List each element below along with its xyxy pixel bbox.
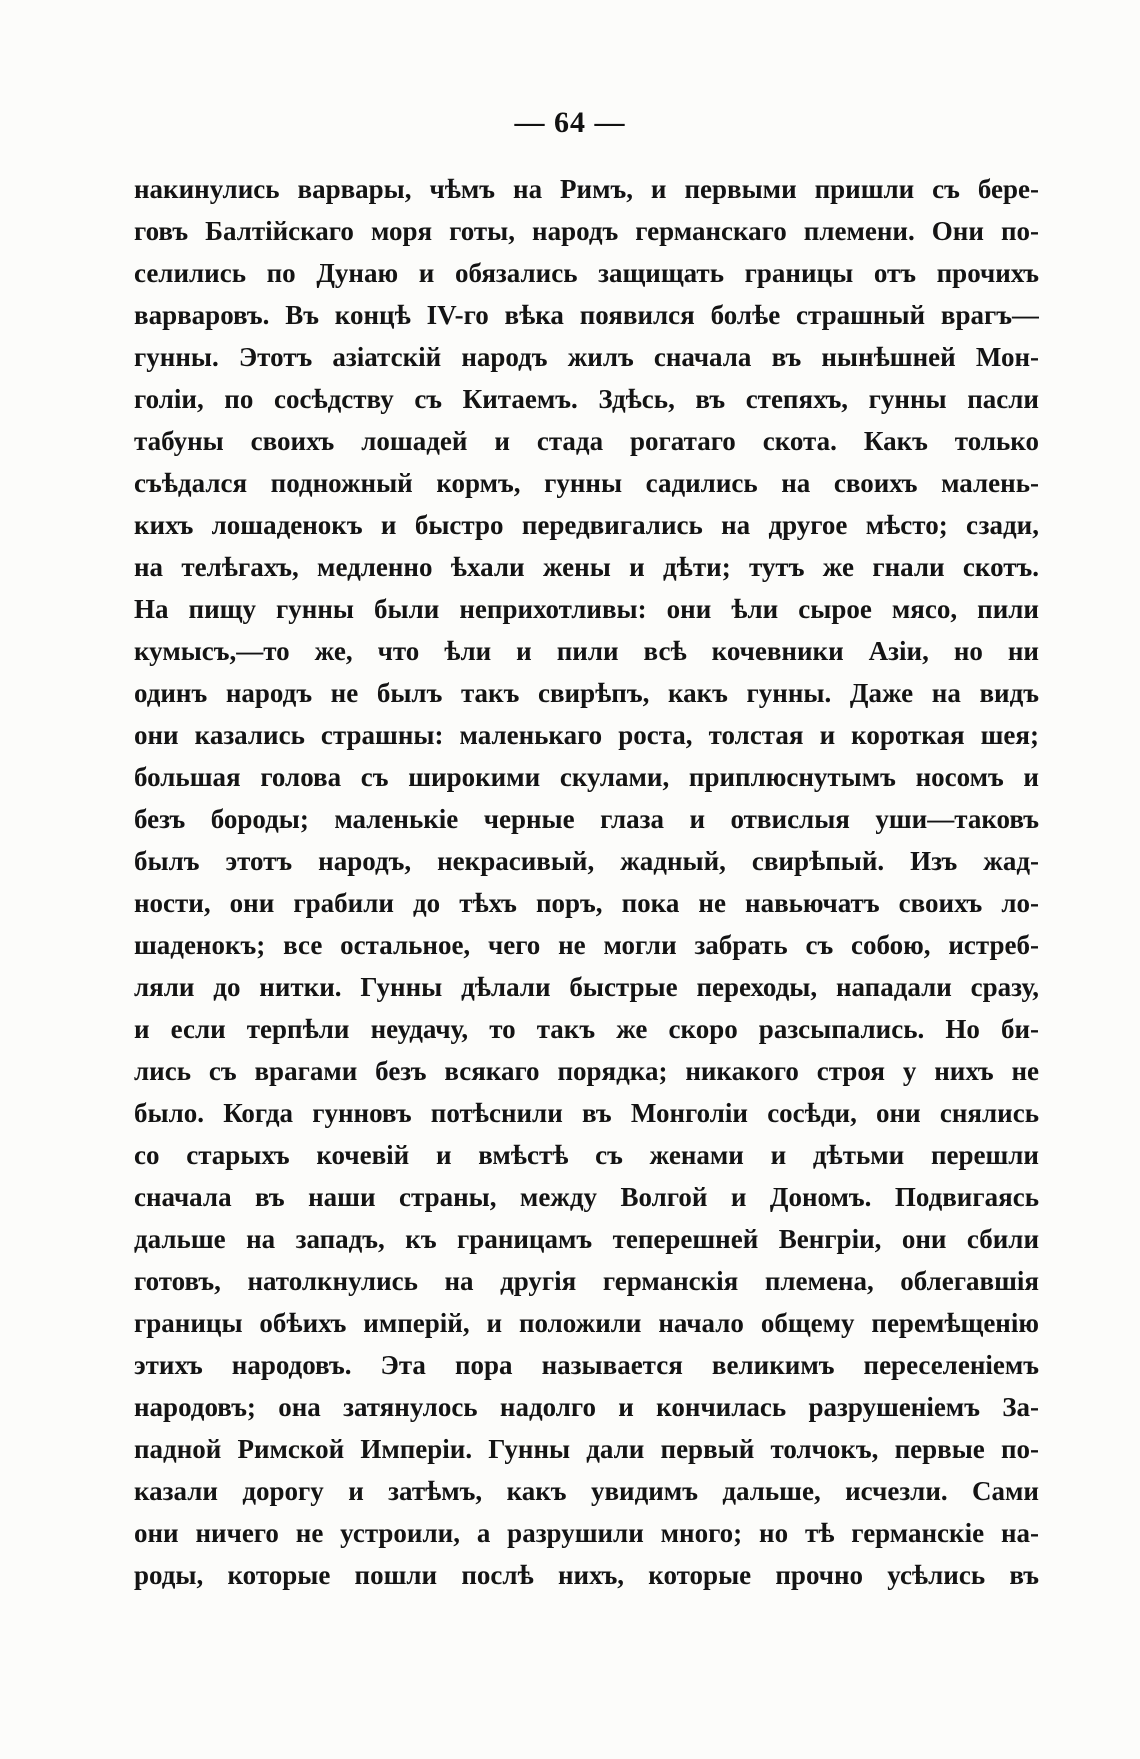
text-line: селились по Дунаю и обязались защищать границы отъ прочихъ [134, 258, 1039, 288]
text-line: кумысъ,—то же, что ѣли и пили всѣ кочевники Азіи, но ни [134, 636, 1039, 666]
text-line: одинъ народъ не былъ такъ свирѣпъ, какъ гунны. Даже на видъ [134, 678, 1039, 708]
text-line: дальше на западъ, къ границамъ теперешней Венгріи, они сбили [134, 1224, 1039, 1254]
text-line: они ничего не устроили, а разрушили много; но тѣ германскіе на- [134, 1518, 1039, 1548]
text-line: роды, которые пошли послѣ нихъ, которые прочно усѣлись въ [134, 1560, 1039, 1590]
text-line: голіи, по сосѣдству съ Китаемъ. Здѣсь, въ степяхъ, гунны пасли [134, 384, 1039, 414]
text-line: готовъ, натолкнулись на другія германскія племена, облегавшія [134, 1266, 1039, 1296]
text-line: накинулись варвары, чѣмъ на Римъ, и первыми пришли съ бере- [134, 174, 1039, 204]
text-line: гунны. Этотъ азіатскій народъ жилъ сначала въ нынѣшней Мон- [134, 342, 1039, 372]
text-line: шаденокъ; все остальное, чего не могли забрать съ собою, истреб- [134, 930, 1039, 960]
text-line: говъ Балтійскаго моря готы, народъ германскаго племени. Они по- [134, 216, 1039, 246]
text-line: они казались страшны: маленькаго роста, толстая и короткая шея; [134, 720, 1039, 750]
text-line: безъ бороды; маленькіе черные глаза и отвислыя уши—таковъ [134, 804, 1039, 834]
text-line: казали дорогу и затѣмъ, какъ увидимъ дальше, исчезли. Сами [134, 1476, 1039, 1506]
text-line: на телѣгахъ, медленно ѣхали жены и дѣти; тутъ же гнали скотъ. [134, 552, 1039, 582]
text-line: большая голова съ широкими скулами, приплюснутымъ носомъ и [134, 762, 1039, 792]
page-number: — 64 — [514, 106, 626, 139]
text-line: лись съ врагами безъ всякаго порядка; никакого строя у нихъ не [134, 1056, 1039, 1086]
body-text [134, 168, 1039, 1596]
text-line: этихъ народовъ. Эта пора называется великимъ переселеніемъ [134, 1350, 1039, 1380]
text-line: сначала въ наши страны, между Волгой и Дономъ. Подвигаясь [134, 1182, 1039, 1212]
text-line: кихъ лошаденокъ и быстро передвигались на другое мѣсто; сзади, [134, 510, 1039, 540]
text-line: ляли до нитки. Гунны дѣлали быстрые переходы, нападали сразу, [134, 972, 1039, 1002]
text-line: На пищу гунны были неприхотливы: они ѣли сырое мясо, пили [134, 594, 1039, 624]
text-line: ности, они грабили до тѣхъ поръ, пока не навьючатъ своихъ ло- [134, 888, 1039, 918]
text-line: былъ этотъ народъ, некрасивый, жадный, свирѣпый. Изъ жад- [134, 846, 1039, 876]
text-line: было. Когда гунновъ потѣснили въ Монголіи сосѣди, они снялись [134, 1098, 1039, 1128]
text-line: падной Римской Имперіи. Гунны дали первый толчокъ, первые по- [134, 1434, 1039, 1464]
text-line: варваровъ. Въ концѣ IV-го вѣка появился болѣе страшный врагъ— [134, 300, 1039, 330]
text-line: табуны своихъ лошадей и стада рогатаго скота. Какъ только [134, 426, 1039, 456]
text-line: границы обѣихъ имперій, и положили начало общему перемѣщенію [134, 1308, 1039, 1338]
text-line: и если терпѣли неудачу, то такъ же скоро разсыпались. Но би- [134, 1014, 1039, 1044]
text-line: со старыхъ кочевій и вмѣстѣ съ женами и дѣтьми перешли [134, 1140, 1039, 1170]
text-line: съѣдался подножный кормъ, гунны садились на своихъ малень- [134, 468, 1039, 498]
text-line: народовъ; она затянулось надолго и кончилась разрушеніемъ За- [134, 1392, 1039, 1422]
